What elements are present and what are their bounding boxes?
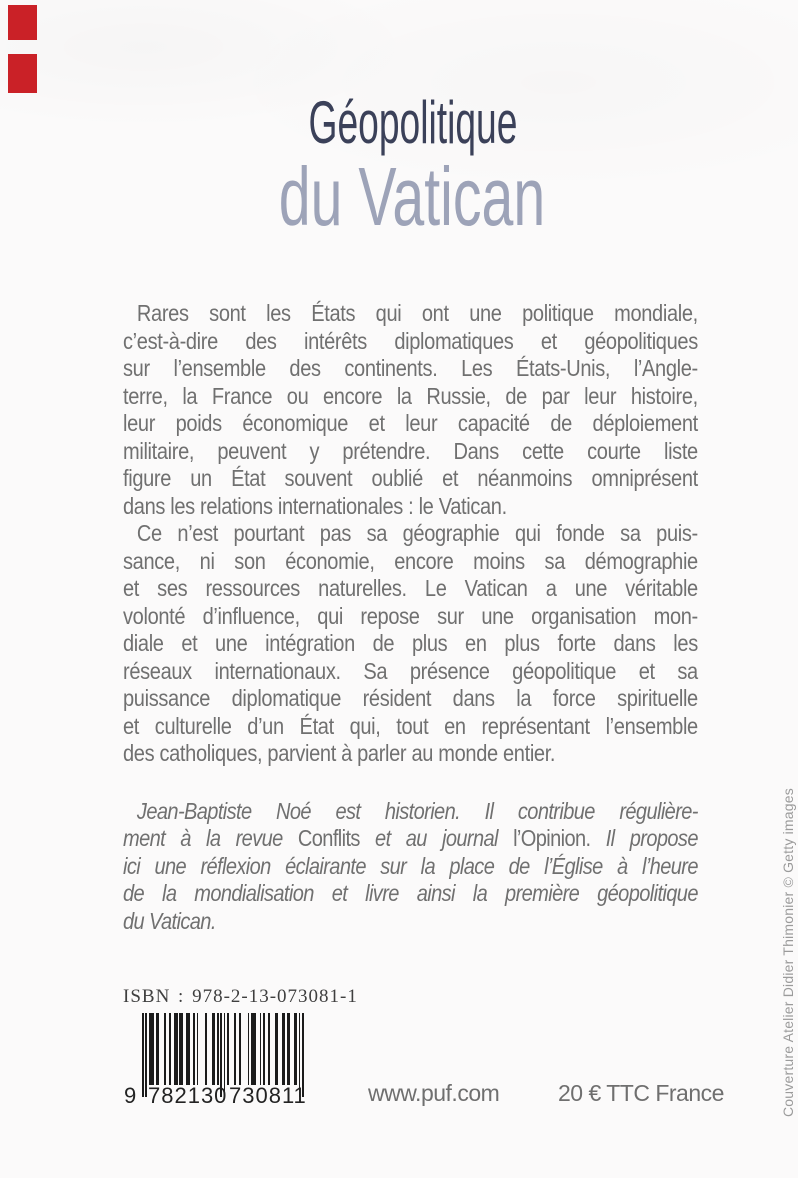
cover-credit-vertical: Couverture Atelier Didier Thimonier © Getty images: [780, 788, 796, 1117]
barcode-digit-left: 9: [124, 1083, 138, 1108]
text-line: ici une réflexion éclairante sur la place de l’Église à l’heure: [123, 852, 698, 879]
text-line: dans les relations internationales : le Vatican.: [123, 492, 507, 519]
paragraph: [123, 520, 698, 768]
book-title-line1: Géopolitique: [308, 89, 518, 156]
isbn-label: ISBN : 978-2-13-073081-1: [123, 986, 358, 1007]
text-line: des catholiques, parvient à parler au monde entier.: [123, 740, 556, 766]
text-line: volonté d’influence, qui repose sur une organisation mon-: [123, 602, 698, 629]
text-line: terre, la France ou encore la Russie, de par leur histoire,: [123, 382, 698, 409]
red-corner-mark-top: [8, 5, 37, 40]
text-line: réseaux internationaux. Sa présence géopolitique et sa: [123, 657, 698, 684]
text-line: ment à la revue Conflits et au journal l’Opinion. Il propose: [123, 825, 698, 851]
book-title-line2: du Vatican: [278, 150, 546, 243]
back-cover-text: [123, 300, 698, 935]
barcode-digits-group2: 730811: [229, 1083, 307, 1108]
text-line: Ce n’est pourtant pas sa géographie qui fonde sa puis-: [136, 520, 698, 546]
price-label: 20 € TTC France: [558, 1080, 724, 1106]
barcode-digits-group1: 782130: [148, 1083, 228, 1108]
text-line: et culturelle d’un État qui, tout en représentant l’ensemble: [123, 712, 698, 739]
text-line: puissance diplomatique résident dans la force spirituelle: [123, 685, 698, 711]
text-line: diale et une intégration de plus en plus forte dans les: [123, 630, 698, 656]
red-corner-mark-bottom: [8, 54, 37, 93]
text-line: et ses ressources naturelles. Le Vatican a une véritable: [123, 575, 698, 601]
text-line: Jean-Baptiste Noé est historien. Il contribue régulière-: [136, 797, 698, 824]
text-line: figure un État souvent oublié et néanmoins omniprésent: [123, 465, 698, 491]
publisher-website: www.puf.com: [368, 1080, 500, 1106]
text-line: militaire, peuvent y prétendre. Dans cette courte liste: [123, 437, 698, 464]
text-line: de la mondialisation et livre ainsi la première géopolitique: [123, 880, 698, 906]
text-line: leur poids économique et leur capacité de déploiement: [123, 410, 698, 436]
text-line: Rares sont les États qui ont une politique mondiale,: [136, 300, 698, 326]
paragraph: [123, 798, 698, 936]
text-line: c’est-à-dire des intérêts diplomatiques et géopolitiques: [123, 327, 698, 354]
text-line: sance, ni son économie, encore moins sa démographie: [123, 547, 698, 574]
text-line: sur l’ensemble des continents. Les États-Unis, l’Angle-: [123, 355, 698, 381]
paragraph: [123, 300, 698, 520]
text-line: du Vatican.: [123, 907, 216, 934]
